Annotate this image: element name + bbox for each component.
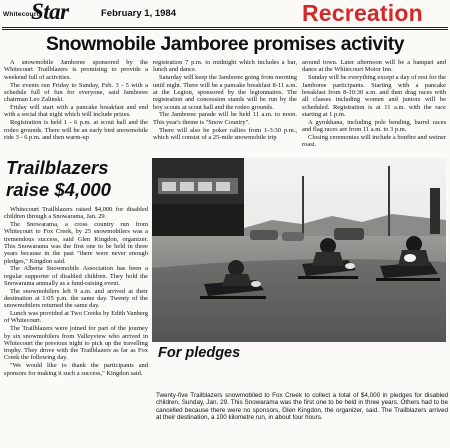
jamboree-paragraph: registration 7 p.m. to midnight which includes a bar, lunch and dance. (153, 59, 297, 74)
jamboree-paragraph: A gymkhana, including pole bending, barrel races and flag races are from 11 a.m. to 3 p.m. (302, 118, 446, 134)
photo-caption-headline: For pledges (158, 345, 241, 361)
snowmobile-photo (152, 158, 446, 342)
jamboree-paragraph: There will also be poker rallies from 1-3:30 p.m., which will consist of a 25-mile snowmobile trip (153, 126, 297, 141)
trailblazers-paragraph: Whitecourt Trailblazers raised $4,000 for disabled children through a Snowarama, Jan. 29. (4, 206, 148, 221)
masthead-rule (2, 27, 448, 28)
trailblazers-paragraph: The Snowarama, a cross country run from Whitecourt to Fox Creek, by 25 snowmobilers was a tremendous success, said Glen Kingdon, organizer. This Snowarama was the first one to be held in three years because in the past "there were never enough pledges," Kingdon said. (4, 221, 148, 265)
jamboree-column-1 (4, 59, 148, 142)
jamboree-column-3 (302, 59, 446, 149)
jamboree-paragraph: Sunday will be everything except a day of rest for the Jamboree participants. Starting with a pancake breakfast from 8-10:30 a.m. and then drag races with all classes including women and juniors will be scheduled. Registration is at 11 a.m. with the race starting at 1 p.m. (302, 74, 447, 118)
trailblazers-paragraph: The Trailblazers were joined for part of the journey by six snowmobilers from Valleyview who arrived in Whitecourt the previous night to pick up the travelling trophy. They drove with the Trailblazers as far as Fox Creek the following day. (4, 325, 148, 362)
main-headline: Snowmobile Jamboree promises activity (45, 34, 405, 55)
masthead-rule-2 (2, 29, 448, 30)
trailblazers-paragraph: "We would like to thank the participants and sponsors for making it such a success," Kingdon said. (4, 362, 148, 377)
trailblazers-headline-line-1: Trailblazers (6, 157, 109, 178)
jamboree-column-2 (153, 59, 297, 142)
trailblazers-paragraph: Lunch was provided at Two Creeks by Edith Vanberg of Whitecourt. (4, 310, 148, 325)
jamboree-paragraph: Saturday will keep the Jamboree going from morning until night. There will be a pancake breakfast 8-11 a.m. at the Legion, sponsored by the legionnaires. The registration and concession stands will be run by the boy scouts at scout hall and the rodeo grounds. (153, 74, 297, 111)
jamboree-paragraph: The events run Friday to Sunday, Feb. 3 - 5 with a schedule full of fun for everyone, said Jamboree chairman Leo Zalinski. (4, 81, 148, 104)
paper-name: Star (31, 0, 69, 24)
jamboree-paragraph: Registration is held 1 - 6 p.m. at scout hall and the rodeo grounds. There will be an early bird snowmobile ride 3 - 6 p.m. and then warm-up (4, 119, 148, 141)
section-title: Recreation (302, 0, 423, 26)
jamboree-paragraph: The Jamboree parade will be held 11 a.m. to noon. This year's theme is "Snow Country". (153, 111, 297, 126)
trailblazers-column (4, 206, 148, 377)
trailblazers-paragraph: The Alberta Snowmobile Association has been a regular supporter of disabled children. They hold the Snowarama annually as a fund-raising event. (4, 265, 148, 287)
trailblazers-paragraph: The snowmobilers left 9 a.m. and arrived at their destination at 1:05 p.m. the same day. Twenty of the snowmobilers returned the same day. (4, 287, 148, 310)
jamboree-paragraph: A snowmobile Jamboree sponsored by the Whitecourt Trailblazers is promising to provide a weekend full of activities. (4, 59, 148, 81)
jamboree-paragraph: Closing ceremonies will include a bonfire and weiner roast. (302, 133, 446, 149)
trailblazers-headline-line-2: raise $4,000 (6, 179, 111, 200)
jamboree-paragraph: around town. Later afternoon will be a banquet and dance at the Whitecourt Motor Inn. (302, 59, 446, 74)
paper-town: Whitecourt (3, 11, 39, 18)
jamboree-paragraph: Friday will start with a pancake breakfast and end with a social that night which will include prizes. (4, 104, 148, 119)
issue-date: February 1, 1984 (101, 8, 176, 19)
masthead (0, 0, 450, 28)
photo-caption: Twenty-five Trailblazers snowmobiled to Fox Creek to collect a total of $4,000 in pledges for disabled children, Sunday, Jan. 29. This Snowarama was the first one to be held in three years. Others had to be cancelled because there were no sponsors, Glen Kingdon, the organizer, said. The Trailblazers arrived at their destination, a 100 kilometre run, in about four hours. (156, 392, 448, 421)
